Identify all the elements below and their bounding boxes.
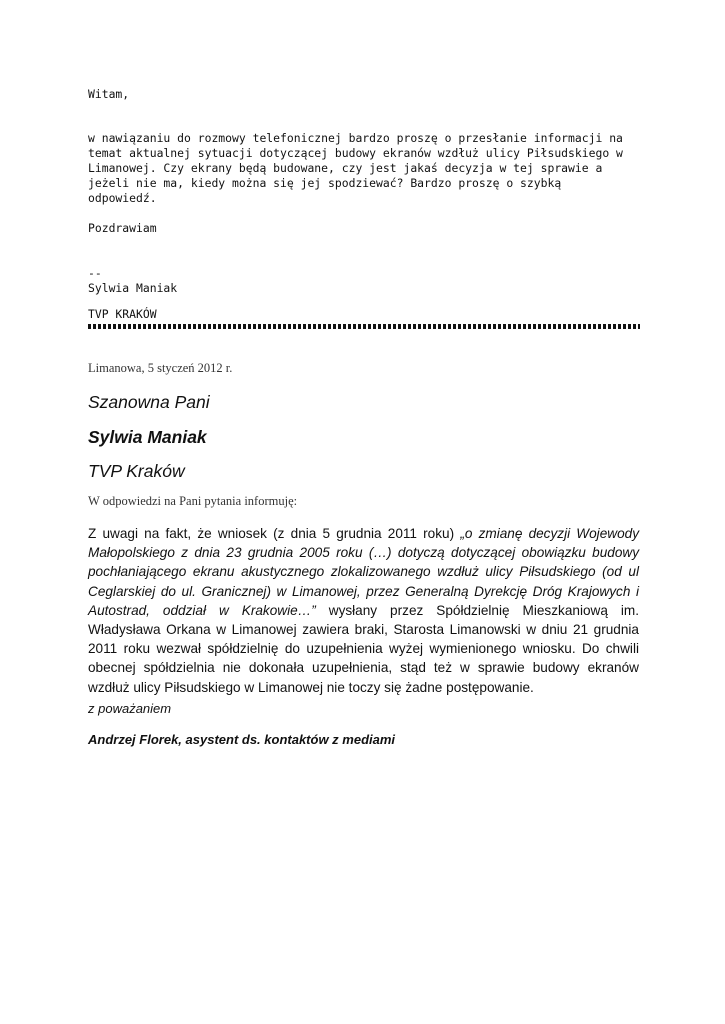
letter-body-start: Z uwagi na fakt, że wniosek (z dnia 5 grudnia 2011 roku) xyxy=(88,526,461,541)
email-line: temat aktualnej sytuacji dotyczącej budowy ekranów wzdłuż ulicy Piłsudskiego w xyxy=(88,146,623,160)
email-signature-separator: -- xyxy=(88,266,102,280)
letter-date: Limanowa, 5 styczeń 2012 r. xyxy=(88,361,233,375)
email-sender-name: Sylwia Maniak xyxy=(88,281,178,295)
letter-body-quote: „o zmianę decyzji Wojewody Małopolskiego z dnia 23 grudnia 2005 roku (…) dotyczą dotyczącej obowiązku budowy pochłaniającego ekranu akustycznego zlokalizowanego wzdłuż ulicy Piłsudskiego (od ul Ceglarskiej do ul. Granicznej) w Limanowej, przez Generalną Dyrekcję Dróg Krajowych i Autostrad, oddział w Krakowie…” xyxy=(88,526,639,618)
email-greeting: Witam, xyxy=(88,87,130,101)
email-sender-org: TVP KRAKÓW xyxy=(88,307,157,321)
letter-body-end: wysłany przez Spółdzielnię Mieszkaniową im. Władysława Orkana w Limanowej zawiera braki, Starosta Limanowski w dniu 21 grudnia 2011 roku wezwał spółdzielnię do uzupełnienia wyżej wymienionego wniosku. Do chwili obecnej spółdzielnia nie dokonała uzupełnienia, stąd też w sprawie budowy ekranów wzdłuż ulicy Piłsudskiego w Limanowej nie toczy się żadne postępowanie. xyxy=(88,602,639,695)
letter-closing: z poważaniem xyxy=(88,701,172,716)
email-line: odpowiedź. xyxy=(88,191,157,205)
letter-intro: W odpowiedzi na Pani pytania informuję: xyxy=(88,494,298,508)
dotted-divider xyxy=(88,324,640,329)
email-sign-off: Pozdrawiam xyxy=(88,221,157,235)
email-line: jeżeli nie ma, kiedy można się jej spodziewać? Bardzo proszę o szybką xyxy=(88,176,562,190)
email-line: Limanowej. Czy ekrany będą budowane, czy jest jakaś decyzja w tej sprawie a xyxy=(88,161,603,175)
letter-body xyxy=(88,524,639,697)
letter-recipient-org: TVP Kraków xyxy=(88,461,185,481)
letter-salutation: Szanowna Pani xyxy=(88,392,210,412)
letter-signature: Andrzej Florek, asystent ds. kontaktów z mediami xyxy=(88,732,396,747)
email-line: w nawiązaniu do rozmowy telefonicznej bardzo proszę o przesłanie informacji na xyxy=(88,131,623,145)
letter-recipient-name: Sylwia Maniak xyxy=(88,427,207,447)
